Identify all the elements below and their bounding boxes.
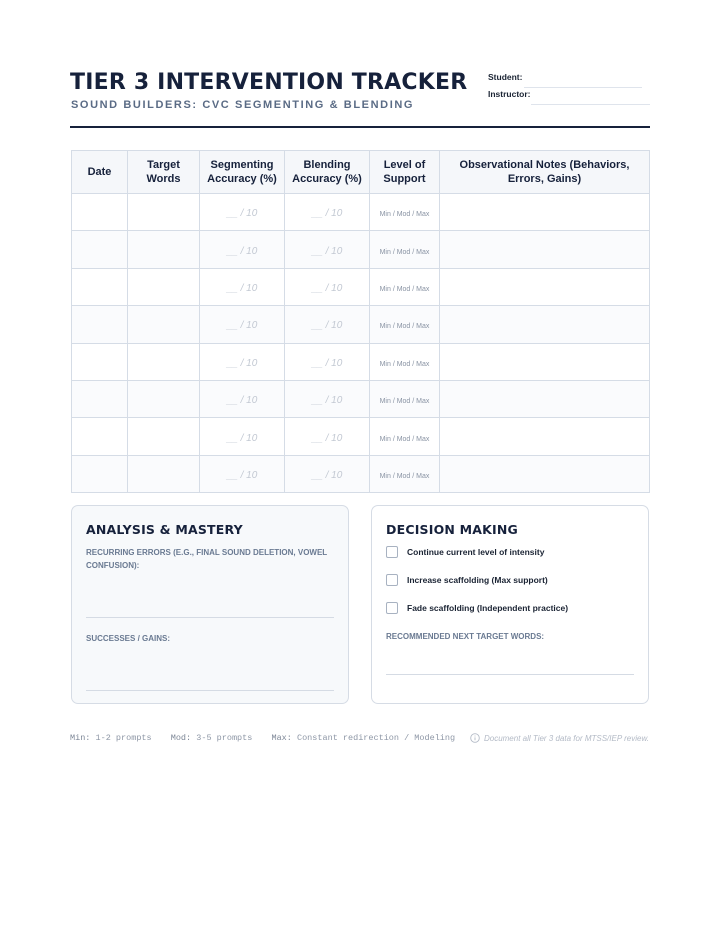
- instructor-line: [531, 104, 650, 105]
- support-cell[interactable]: [370, 268, 440, 305]
- student-field[interactable]: [488, 72, 650, 86]
- target-words-cell[interactable]: [128, 231, 200, 268]
- support-cell[interactable]: [370, 194, 440, 231]
- column-header-notes: Observational Notes (Behaviors, Errors, Gains): [440, 151, 650, 194]
- option-increase-scaffolding[interactable]: [386, 573, 548, 587]
- target-words-cell[interactable]: [128, 418, 200, 455]
- segmenting-cell[interactable]: [200, 306, 285, 343]
- decision-making-card: [371, 505, 649, 704]
- blending-cell[interactable]: [285, 418, 370, 455]
- recurring-errors-line[interactable]: [86, 617, 334, 618]
- support-cell[interactable]: [370, 306, 440, 343]
- support-options: Min / Mod / Max: [379, 285, 430, 293]
- segmenting-placeholder: __ / 10: [226, 245, 258, 257]
- table-row: [72, 231, 650, 268]
- support-options: Min / Mod / Max: [379, 211, 430, 219]
- legend-text-min: 1-2 prompts: [95, 733, 152, 743]
- table-row: [72, 306, 650, 343]
- next-target-words-line[interactable]: [386, 674, 634, 675]
- target-words-cell[interactable]: [128, 306, 200, 343]
- info-icon: [470, 733, 480, 743]
- blending-placeholder: __ / 10: [311, 320, 343, 332]
- blending-cell[interactable]: [285, 194, 370, 231]
- blending-cell[interactable]: [285, 380, 370, 417]
- legend-text-max: Constant redirection / Modeling: [296, 733, 456, 743]
- notes-cell[interactable]: [440, 268, 650, 305]
- notes-cell[interactable]: [440, 418, 650, 455]
- target-words-cell[interactable]: [128, 455, 200, 492]
- segmenting-placeholder: __ / 10: [226, 282, 258, 294]
- blending-cell[interactable]: [285, 306, 370, 343]
- table-row: [72, 380, 650, 417]
- target-words-cell[interactable]: [128, 343, 200, 380]
- date-cell[interactable]: [72, 380, 128, 417]
- segmenting-placeholder: __ / 10: [226, 469, 258, 481]
- segmenting-cell[interactable]: [200, 380, 285, 417]
- date-cell[interactable]: [72, 455, 128, 492]
- date-cell[interactable]: [72, 418, 128, 455]
- table-row: [72, 455, 650, 492]
- blending-placeholder: __ / 10: [311, 245, 343, 257]
- blending-placeholder: __ / 10: [311, 469, 343, 481]
- support-options: Min / Mod / Max: [379, 472, 430, 480]
- support-options: Min / Mod / Max: [379, 435, 430, 443]
- support-cell[interactable]: [370, 380, 440, 417]
- checkbox[interactable]: [386, 602, 398, 614]
- date-cell[interactable]: [72, 306, 128, 343]
- blending-placeholder: __ / 10: [311, 395, 343, 407]
- support-options: Min / Mod / Max: [379, 323, 430, 331]
- support-cell[interactable]: [370, 455, 440, 492]
- target-words-cell[interactable]: [128, 194, 200, 231]
- analysis-mastery-card: [71, 505, 349, 704]
- blending-cell[interactable]: [285, 455, 370, 492]
- legend-key-min: Min:: [70, 733, 91, 743]
- support-legend: [70, 733, 455, 743]
- tracker-table: [71, 150, 650, 493]
- segmenting-placeholder: __ / 10: [226, 432, 258, 444]
- table-row: [72, 194, 650, 231]
- notes-cell[interactable]: [440, 380, 650, 417]
- successes-gains-label: SUCCESSES / GAINS:: [86, 634, 171, 643]
- page-title: TIER 3 INTERVENTION TRACKER: [70, 70, 468, 95]
- date-cell[interactable]: [72, 231, 128, 268]
- notes-cell[interactable]: [440, 455, 650, 492]
- option-label: Fade scaffolding (Independent practice): [407, 603, 569, 613]
- target-words-cell[interactable]: [128, 268, 200, 305]
- option-label: Continue current level of intensity: [407, 547, 545, 557]
- blending-placeholder: __ / 10: [311, 282, 343, 294]
- segmenting-placeholder: __ / 10: [226, 357, 258, 369]
- notes-cell[interactable]: [440, 194, 650, 231]
- blending-placeholder: __ / 10: [311, 208, 343, 220]
- student-line: [524, 87, 642, 88]
- legend-text-mod: 3-5 prompts: [196, 733, 253, 743]
- column-header-blending: Blending Accuracy (%): [285, 151, 370, 194]
- blending-cell[interactable]: [285, 268, 370, 305]
- notes-cell[interactable]: [440, 343, 650, 380]
- segmenting-cell[interactable]: [200, 343, 285, 380]
- notes-cell[interactable]: [440, 231, 650, 268]
- next-target-words-label: RECOMMENDED NEXT TARGET WORDS:: [386, 632, 545, 641]
- segmenting-cell[interactable]: [200, 455, 285, 492]
- analysis-title: ANALYSIS & MASTERY: [86, 522, 243, 537]
- support-options: Min / Mod / Max: [379, 248, 430, 256]
- decision-title: DECISION MAKING: [386, 522, 519, 537]
- checkbox[interactable]: [386, 574, 398, 586]
- support-cell[interactable]: [370, 343, 440, 380]
- date-cell[interactable]: [72, 268, 128, 305]
- successes-gains-line[interactable]: [86, 690, 334, 691]
- option-label: Increase scaffolding (Max support): [407, 575, 548, 585]
- support-cell[interactable]: [370, 418, 440, 455]
- page-subtitle: SOUND BUILDERS: CVC SEGMENTING & BLENDING: [71, 99, 415, 111]
- column-header-target-words: Target Words: [128, 151, 200, 194]
- table-row: [72, 268, 650, 305]
- date-cell[interactable]: [72, 194, 128, 231]
- date-cell[interactable]: [72, 343, 128, 380]
- target-words-cell[interactable]: [128, 380, 200, 417]
- blending-cell[interactable]: [285, 231, 370, 268]
- blending-placeholder: __ / 10: [311, 432, 343, 444]
- table-row: [72, 418, 650, 455]
- option-continue-intensity[interactable]: [386, 545, 544, 559]
- segmenting-placeholder: __ / 10: [226, 320, 258, 332]
- support-options: Min / Mod / Max: [379, 360, 430, 368]
- student-label: Student:: [488, 72, 523, 82]
- footer-note-text: Document all Tier 3 data for MTSS/IEP review.: [483, 733, 649, 743]
- blending-placeholder: __ / 10: [311, 357, 343, 369]
- column-header-support: Level of Support: [370, 151, 440, 194]
- recurring-errors-label: RECURRING ERRORS (E.G., FINAL SOUND DELETION, VOWEL CONFUSION):: [86, 548, 328, 570]
- table-header-row: [72, 151, 650, 194]
- notes-cell[interactable]: [440, 306, 650, 343]
- legend-key-max: Max:: [271, 733, 292, 743]
- checkbox[interactable]: [386, 546, 398, 558]
- column-header-date: Date: [72, 151, 128, 194]
- instructor-field[interactable]: [488, 89, 650, 103]
- instructor-label: Instructor:: [488, 89, 531, 99]
- legend-key-mod: Mod:: [170, 733, 192, 743]
- segmenting-cell[interactable]: [200, 418, 285, 455]
- segmenting-cell[interactable]: [200, 268, 285, 305]
- table-row: [72, 343, 650, 380]
- header-divider: [70, 126, 650, 128]
- blending-cell[interactable]: [285, 343, 370, 380]
- column-header-segmenting: Segmenting Accuracy (%): [200, 151, 285, 194]
- option-fade-scaffolding[interactable]: [386, 601, 568, 615]
- segmenting-cell[interactable]: [200, 194, 285, 231]
- segmenting-cell[interactable]: [200, 231, 285, 268]
- support-options: Min / Mod / Max: [379, 398, 430, 406]
- footer-note: [470, 733, 649, 743]
- segmenting-placeholder: __ / 10: [226, 208, 258, 220]
- segmenting-placeholder: __ / 10: [226, 395, 258, 407]
- support-cell[interactable]: [370, 231, 440, 268]
